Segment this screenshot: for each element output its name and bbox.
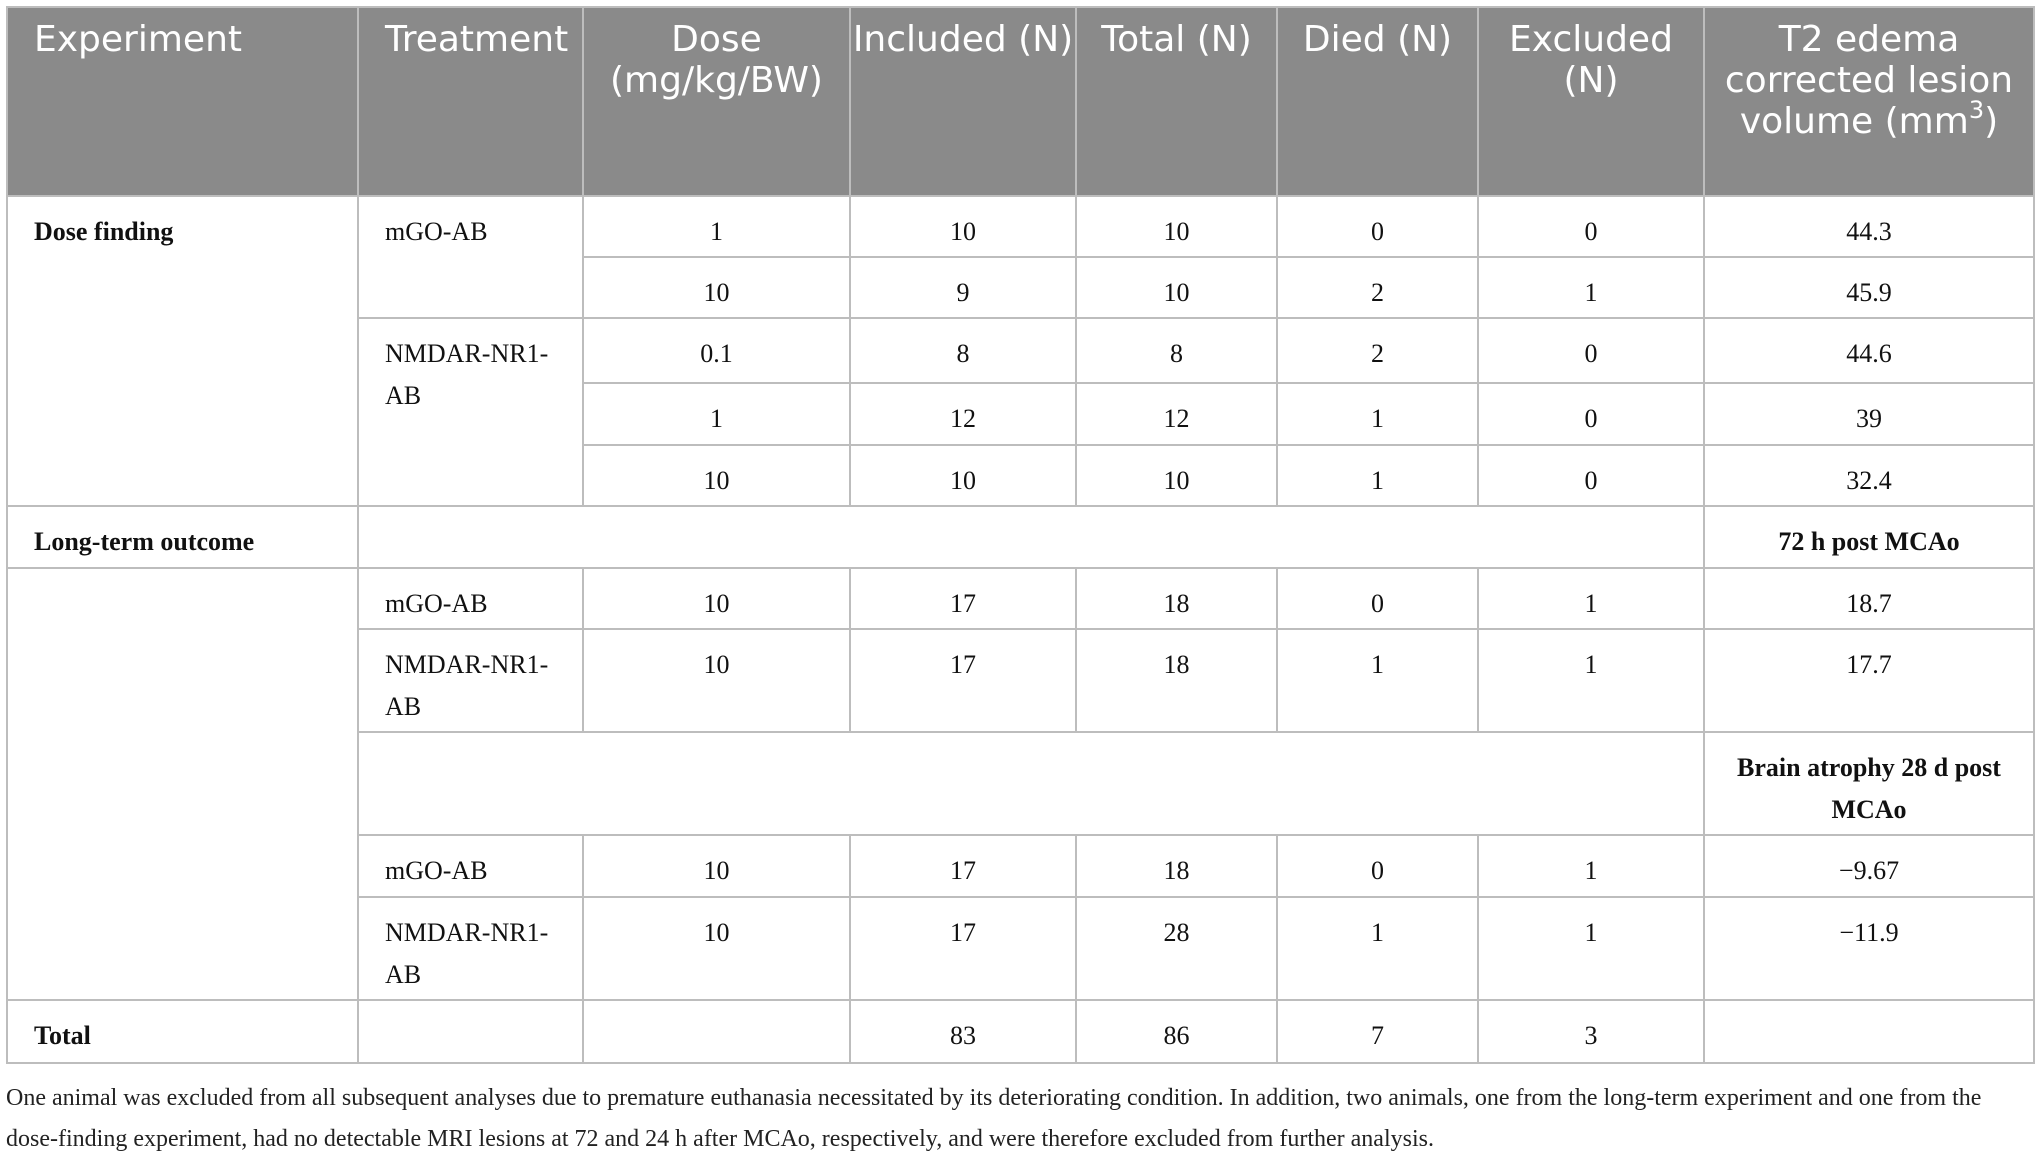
lesion-volume-cell: −11.9	[1704, 897, 2034, 1000]
lesion-volume-cell: 45.9	[1704, 257, 2034, 318]
died-cell: 0	[1277, 835, 1478, 896]
lesion-volume-cell: −9.67	[1704, 835, 2034, 896]
dose-cell: 1	[583, 196, 850, 257]
total-included: 83	[850, 1000, 1076, 1063]
subheading-brain-atrophy: Brain atrophy 28 d post MCAo	[1704, 732, 2034, 835]
header-lesion-close: )	[1984, 101, 1999, 142]
lesion-volume-cell: 44.6	[1704, 318, 2034, 383]
empty-cell	[358, 1000, 583, 1063]
excluded-cell: 1	[1478, 629, 1704, 732]
dose-cell: 0.1	[583, 318, 850, 383]
experiment-dose-finding: Dose finding	[7, 196, 358, 506]
treatment-cell: mGO-AB	[358, 835, 583, 896]
lesion-volume-cell: 17.7	[1704, 629, 2034, 732]
total-died: 7	[1277, 1000, 1478, 1063]
dose-cell: 10	[583, 257, 850, 318]
died-cell: 0	[1277, 568, 1478, 629]
header-dose: Dose (mg/kg/BW)	[583, 7, 850, 196]
excluded-cell: 1	[1478, 835, 1704, 896]
dose-cell: 10	[583, 445, 850, 506]
included-cell: 9	[850, 257, 1076, 318]
total-total: 86	[1076, 1000, 1277, 1063]
excluded-cell: 1	[1478, 257, 1704, 318]
died-cell: 0	[1277, 196, 1478, 257]
treatment-cell: NMDAR-NR1-AB	[358, 897, 583, 1000]
table-row	[7, 506, 2034, 568]
total-cell: 18	[1076, 835, 1277, 896]
died-cell: 1	[1277, 629, 1478, 732]
total-cell: 28	[1076, 897, 1277, 1000]
died-cell: 1	[1277, 383, 1478, 444]
dose-cell: 10	[583, 629, 850, 732]
died-cell: 1	[1277, 445, 1478, 506]
empty-cell	[583, 1000, 850, 1063]
header-lesion-superscript: 3	[1968, 96, 1985, 124]
total-cell: 12	[1076, 383, 1277, 444]
included-cell: 17	[850, 568, 1076, 629]
lesion-volume-cell: 32.4	[1704, 445, 2034, 506]
included-cell: 17	[850, 835, 1076, 896]
died-cell: 2	[1277, 318, 1478, 383]
total-cell: 8	[1076, 318, 1277, 383]
dose-cell: 10	[583, 568, 850, 629]
header-included: Included (N)	[850, 7, 1076, 196]
total-cell: 18	[1076, 568, 1277, 629]
empty-cell	[358, 732, 1704, 835]
header-lesion-text: T2 edema corrected lesion volume (mm	[1724, 19, 2014, 142]
total-cell: 10	[1076, 257, 1277, 318]
header-lesion-volume	[1704, 7, 2034, 196]
header-total: Total (N)	[1076, 7, 1277, 196]
empty-cell	[1704, 1000, 2034, 1063]
total-row	[7, 1000, 2034, 1063]
died-cell: 2	[1277, 257, 1478, 318]
excluded-cell: 0	[1478, 196, 1704, 257]
included-cell: 17	[850, 629, 1076, 732]
total-cell: 10	[1076, 196, 1277, 257]
included-cell: 10	[850, 196, 1076, 257]
empty-cell	[7, 568, 358, 1000]
table-row	[7, 196, 2034, 257]
treatment-cell: mGO-AB	[358, 196, 583, 318]
table-row	[7, 568, 2034, 629]
dose-cell: 10	[583, 897, 850, 1000]
header-row	[7, 7, 2034, 196]
included-cell: 17	[850, 897, 1076, 1000]
empty-cell	[358, 506, 1704, 568]
treatment-cell: mGO-AB	[358, 568, 583, 629]
header-experiment: Experiment	[7, 7, 358, 196]
total-label: Total	[7, 1000, 358, 1063]
total-excluded: 3	[1478, 1000, 1704, 1063]
header-died: Died (N)	[1277, 7, 1478, 196]
excluded-cell: 0	[1478, 318, 1704, 383]
excluded-cell: 0	[1478, 383, 1704, 444]
header-treatment: Treatment	[358, 7, 583, 196]
header-excluded: Excluded (N)	[1478, 7, 1704, 196]
results-table	[6, 6, 2035, 1064]
excluded-cell: 0	[1478, 445, 1704, 506]
lesion-volume-cell: 39	[1704, 383, 2034, 444]
dose-cell: 1	[583, 383, 850, 444]
included-cell: 12	[850, 383, 1076, 444]
lesion-volume-cell: 44.3	[1704, 196, 2034, 257]
included-cell: 10	[850, 445, 1076, 506]
died-cell: 1	[1277, 897, 1478, 1000]
experiment-long-term: Long-term outcome	[7, 506, 358, 568]
excluded-cell: 1	[1478, 568, 1704, 629]
dose-cell: 10	[583, 835, 850, 896]
total-cell: 18	[1076, 629, 1277, 732]
table-footnote: One animal was excluded from all subsequent analyses due to premature euthanasia necessitated by its deteriorating condition. In addition, two animals, one from the long-term experiment and one from the dose-finding experiment, had no detectable MRI lesions at 72 and 24 h after MCAo, respectively, and were therefore excluded from further analysis.	[6, 1085, 1982, 1152]
treatment-cell: NMDAR-NR1-AB	[358, 629, 583, 732]
excluded-cell: 1	[1478, 897, 1704, 1000]
total-cell: 10	[1076, 445, 1277, 506]
subheading-72h: 72 h post MCAo	[1704, 506, 2034, 568]
lesion-volume-cell: 18.7	[1704, 568, 2034, 629]
included-cell: 8	[850, 318, 1076, 383]
treatment-cell: NMDAR-NR1-AB	[358, 318, 583, 505]
